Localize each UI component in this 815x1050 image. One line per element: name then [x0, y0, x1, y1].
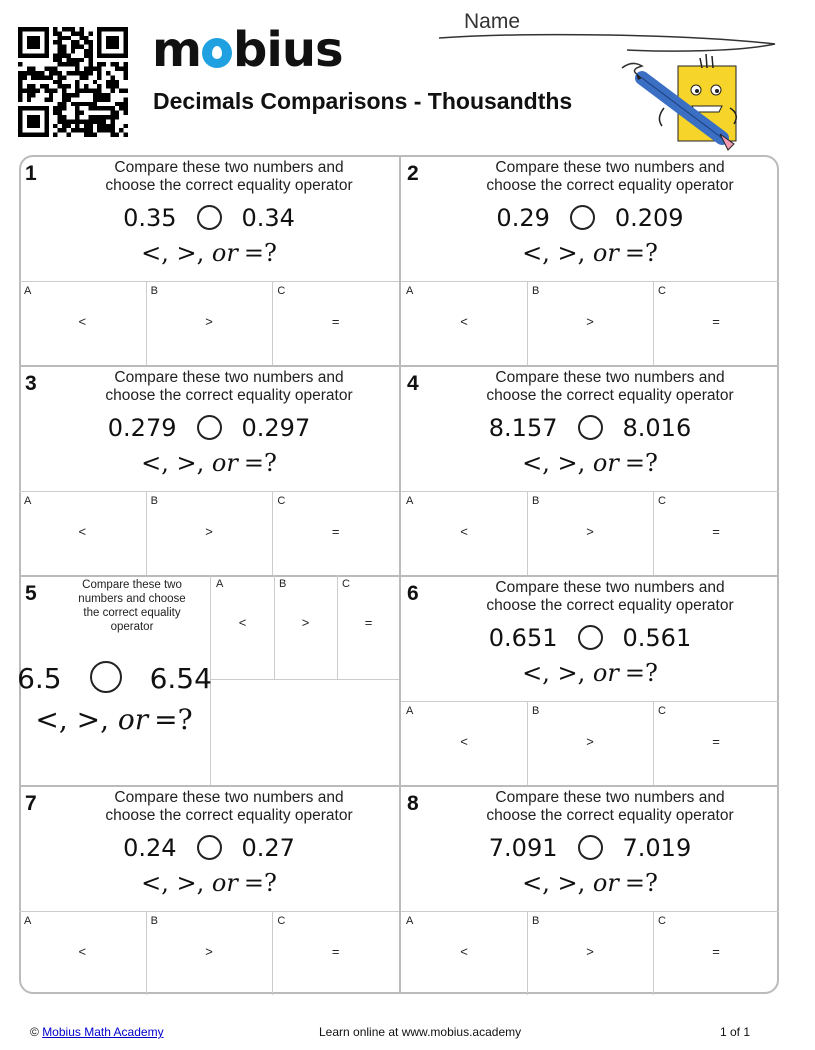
answer-circle-icon[interactable]: [197, 835, 222, 860]
left-number: 6.5: [17, 662, 62, 695]
right-number: 0.27: [241, 834, 295, 862]
right-number: 8.016: [622, 414, 692, 442]
question-prompt: Compare these two numbers and choose the correct equality operator: [105, 369, 353, 404]
question-number: 4: [407, 372, 419, 395]
right-number: 6.54: [149, 662, 212, 695]
compare-numbers: [17, 661, 212, 695]
choice-b-label: B: [532, 915, 540, 927]
copyright-symbol: ©: [30, 1025, 39, 1039]
choice-b-label: B: [150, 915, 158, 927]
op-equals: =: [243, 239, 264, 267]
choice-c-label: C: [277, 495, 286, 507]
choice-b-label: B: [279, 578, 287, 590]
op-greater-than: >: [176, 449, 197, 477]
op-less-than: <: [141, 869, 162, 897]
op-question: ?: [263, 449, 277, 477]
choice-c-symbol: =: [712, 524, 720, 539]
op-question: ?: [644, 659, 658, 687]
prompt-line: Compare these two: [82, 579, 182, 591]
op-greater-than: >: [176, 239, 197, 267]
compare-numbers: [401, 624, 779, 652]
left-number: 0.35: [123, 204, 177, 232]
op-less-than: <: [522, 449, 543, 477]
op-less-than: <: [141, 239, 162, 267]
logo-drop-icon: [202, 38, 232, 68]
choice-c-symbol: =: [331, 944, 340, 959]
choice-a-label: A: [406, 495, 414, 507]
left-number: 0.651: [488, 624, 558, 652]
question-number: 6: [407, 582, 419, 605]
operator-options: <, >, or =?: [522, 239, 658, 267]
compare-numbers: [401, 834, 779, 862]
choice-a-symbol: <: [78, 314, 87, 329]
choice-b-symbol: >: [586, 944, 594, 959]
op-or: or: [211, 239, 238, 267]
choice-c-label: C: [658, 915, 666, 927]
op-less-than: <: [522, 239, 543, 267]
right-number: 0.209: [614, 204, 684, 232]
answer-circle-icon[interactable]: [197, 415, 222, 440]
choice-b-symbol: >: [586, 734, 594, 749]
prompt-line: numbers and choose: [78, 593, 186, 605]
question-prompt: Compare these two numbers and choose the correct equality operator: [486, 789, 734, 824]
row-divider: [19, 785, 779, 787]
choice-a-symbol: <: [78, 944, 87, 959]
op-question: ?: [644, 869, 658, 897]
choice-a-label: A: [216, 578, 224, 590]
right-number: 0.297: [241, 414, 311, 442]
choice-b-label: B: [150, 285, 158, 297]
right-number: 7.019: [622, 834, 692, 862]
compare-numbers: [19, 204, 399, 232]
mascot-pencil-illustration: [612, 48, 752, 158]
choice-b-label: B: [532, 285, 540, 297]
operator-options: <, >, or =?: [35, 703, 193, 736]
choice-a-symbol: <: [238, 615, 247, 630]
choice-divider: [211, 679, 399, 680]
op-equals: =: [624, 239, 645, 267]
footer-learn-online: Learn online at www.mobius.academy: [319, 1025, 522, 1039]
choice-a-label: A: [24, 285, 32, 297]
question-number: 2: [407, 162, 419, 185]
question-prompt: Compare these two numbers and choose the correct equality operator: [105, 159, 353, 194]
choice-c-symbol: =: [712, 734, 720, 749]
choice-c-symbol: =: [331, 314, 340, 329]
op-or: or: [592, 869, 619, 897]
choice-a-symbol: <: [460, 944, 468, 959]
prompt-line: operator: [110, 621, 154, 633]
op-equals: =: [624, 869, 645, 897]
answer-circle-icon[interactable]: [578, 625, 603, 650]
op-equals: =: [243, 449, 264, 477]
choice-a-label: A: [24, 915, 32, 927]
op-question: ?: [177, 703, 193, 736]
right-number: 0.561: [622, 624, 692, 652]
op-greater-than: >: [176, 869, 197, 897]
op-or: or: [211, 869, 238, 897]
row-divider: [19, 365, 779, 367]
operator-options: <, >, or =?: [141, 869, 277, 897]
choice-c-label: C: [277, 285, 286, 297]
op-less-than: <: [141, 449, 162, 477]
question-prompt: [57, 578, 207, 634]
right-number: 0.34: [241, 204, 295, 232]
operator-options: <, >, or =?: [522, 869, 658, 897]
answer-circle-icon[interactable]: [197, 205, 222, 230]
op-equals: =: [154, 703, 178, 736]
answer-circle-icon[interactable]: [570, 205, 595, 230]
choice-a-symbol: <: [460, 314, 468, 329]
choice-b-label: B: [150, 495, 158, 507]
op-greater-than: >: [557, 869, 578, 897]
op-equals: =: [243, 869, 264, 897]
choice-c-label: C: [658, 705, 666, 717]
op-greater-than: >: [557, 449, 578, 477]
mobius-logo: m bius: [152, 22, 343, 78]
choice-b-symbol: >: [586, 524, 594, 539]
operator-options: <, >, or =?: [522, 449, 658, 477]
question-number: 7: [25, 792, 37, 815]
left-number: 0.24: [123, 834, 177, 862]
prompt-line: the correct equality: [83, 607, 181, 619]
question-prompt: Compare these two numbers and choose the correct equality operator: [486, 369, 734, 404]
op-less-than: <: [35, 703, 59, 736]
question-prompt: Compare these two numbers and choose the correct equality operator: [486, 159, 734, 194]
op-or: or: [592, 239, 619, 267]
choice-b-label: B: [532, 705, 540, 717]
answer-circle-icon[interactable]: [578, 415, 603, 440]
left-number: 0.279: [107, 414, 177, 442]
compare-numbers: [19, 414, 399, 442]
choice-c-label: C: [658, 495, 666, 507]
left-number: 7.091: [488, 834, 558, 862]
compare-numbers: [401, 414, 779, 442]
page-number: 1 of 1: [720, 1025, 751, 1039]
choice-a-label: A: [406, 915, 414, 927]
choice-c-symbol: =: [364, 615, 373, 630]
choice-b-symbol: >: [301, 615, 310, 630]
op-greater-than: >: [557, 239, 578, 267]
operator-options: <, >, or =?: [141, 239, 277, 267]
choice-a-symbol: <: [460, 524, 468, 539]
op-greater-than: >: [76, 703, 101, 736]
choice-b-symbol: >: [205, 314, 213, 329]
compare-numbers: [401, 204, 779, 232]
answer-circle-icon[interactable]: [578, 835, 603, 860]
choice-a-label: A: [406, 285, 414, 297]
choice-c-symbol: =: [331, 524, 340, 539]
question-number: 5: [25, 582, 37, 605]
compare-numbers: [19, 834, 399, 862]
op-less-than: <: [522, 659, 543, 687]
choice-b-symbol: >: [205, 944, 213, 959]
choice-a-label: A: [24, 495, 32, 507]
op-or: or: [211, 449, 238, 477]
operator-options: <, >, or =?: [522, 659, 658, 687]
name-label: Name: [464, 10, 521, 33]
choice-c-label: C: [277, 915, 286, 927]
mobius-academy-link[interactable]: Mobius Math Academy: [42, 1025, 164, 1039]
question-prompt: Compare these two numbers and choose the correct equality operator: [486, 579, 734, 614]
question-number: 8: [407, 792, 419, 815]
choice-c-symbol: =: [712, 944, 720, 959]
op-equals: =: [624, 449, 645, 477]
question-number: 1: [25, 162, 37, 185]
qr-code: [18, 27, 128, 137]
op-or: or: [592, 659, 619, 687]
op-question: ?: [263, 869, 277, 897]
op-question: ?: [644, 449, 658, 477]
choice-b-symbol: >: [205, 524, 213, 539]
question-number: 3: [25, 372, 37, 395]
choice-b-label: B: [532, 495, 540, 507]
op-or: or: [592, 449, 619, 477]
choice-b-symbol: >: [586, 314, 594, 329]
op-greater-than: >: [557, 659, 578, 687]
page-title: Decimals Comparisons - Thousandths: [153, 88, 573, 114]
operator-options: <, >, or =?: [141, 449, 277, 477]
footer-copyright: [30, 1025, 164, 1039]
left-number: 0.29: [496, 204, 550, 232]
choice-a-symbol: <: [78, 524, 87, 539]
choice-a-symbol: <: [460, 734, 468, 749]
answer-circle-icon[interactable]: [90, 661, 122, 693]
op-question: ?: [263, 239, 277, 267]
choice-a-label: A: [406, 705, 414, 717]
choice-c-label: C: [342, 578, 350, 590]
op-or: or: [117, 703, 149, 736]
question-prompt: Compare these two numbers and choose the correct equality operator: [105, 789, 353, 824]
choice-c-label: C: [658, 285, 666, 297]
op-less-than: <: [522, 869, 543, 897]
left-number: 8.157: [488, 414, 558, 442]
choice-c-symbol: =: [712, 314, 720, 329]
op-question: ?: [644, 239, 658, 267]
op-equals: =: [624, 659, 645, 687]
